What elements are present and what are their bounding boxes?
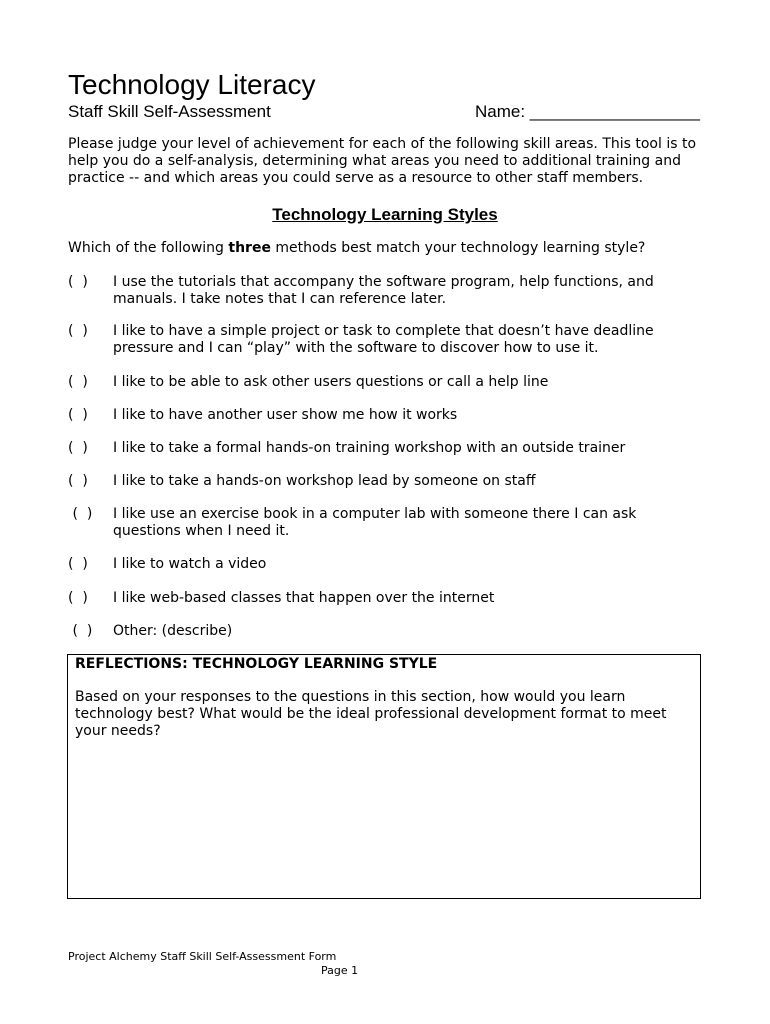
option-text: I like to be able to ask other users questions or call a help line — [113, 374, 549, 390]
option-text: I like to take a formal hands-on training workshop with an outside trainer — [113, 440, 626, 456]
section-heading: Technology Learning Styles — [272, 205, 498, 224]
intro-paragraph: Please judge your level of achievement for each of the following skill areas. This tool is to help you do a self-analysis, determining what areas you need to additional training and practice -- and which areas you could serve as a resource to other staff members. — [68, 136, 697, 186]
option-checkbox[interactable]: ( ) — [68, 374, 88, 390]
option-checkbox[interactable]: ( ) — [68, 323, 88, 339]
question-emphasis: three — [228, 240, 271, 256]
option-text: I like to have a simple project or task to complete that doesn’t have deadline pressure and I can “play” with the software to discover how to use it. — [113, 323, 654, 356]
option-text: I use the tutorials that accompany the software program, help functions, and manuals. I take notes that I can reference later. — [113, 274, 654, 307]
reflections-prompt: Based on your responses to the questions in this section, how would you learn technology best? What would be the ideal professional development format to meet your needs? — [75, 689, 667, 739]
page-subtitle: Staff Skill Self-Assessment — [68, 102, 271, 121]
footer-form-name: Project Alchemy Staff Skill Self-Assessment Form — [68, 950, 337, 963]
option-checkbox[interactable]: ( ) — [68, 407, 88, 423]
option-text: I like to take a hands-on workshop lead by someone on staff — [113, 473, 536, 489]
reflections-heading: REFLECTIONS: TECHNOLOGY LEARNING STYLE — [75, 656, 438, 672]
learning-style-question — [68, 240, 708, 257]
name-field[interactable]: Name: __________________ — [475, 102, 700, 121]
reflections-box[interactable] — [67, 654, 701, 899]
option-text: I like web-based classes that happen over the internet — [113, 590, 495, 606]
option-checkbox[interactable]: ( ) — [68, 473, 88, 489]
option-checkbox[interactable]: ( ) — [68, 623, 93, 639]
footer-page-number: Page 1 — [321, 964, 359, 977]
question-text-end: methods best match your technology learning style? — [270, 240, 646, 256]
page-title: Technology Literacy — [68, 69, 316, 100]
option-text: Other: (describe) — [113, 623, 233, 639]
question-text-start: Which of the following — [68, 240, 229, 256]
option-text: I like use an exercise book in a computer lab with someone there I can ask questions when I need it. — [113, 506, 637, 539]
option-checkbox[interactable]: ( ) — [68, 556, 88, 572]
option-checkbox[interactable]: ( ) — [68, 590, 88, 606]
option-checkbox[interactable]: ( ) — [68, 274, 88, 290]
option-text: I like to watch a video — [113, 556, 267, 572]
option-text: I like to have another user show me how it works — [113, 407, 458, 423]
option-checkbox[interactable]: ( ) — [68, 506, 93, 522]
option-checkbox[interactable]: ( ) — [68, 440, 88, 456]
